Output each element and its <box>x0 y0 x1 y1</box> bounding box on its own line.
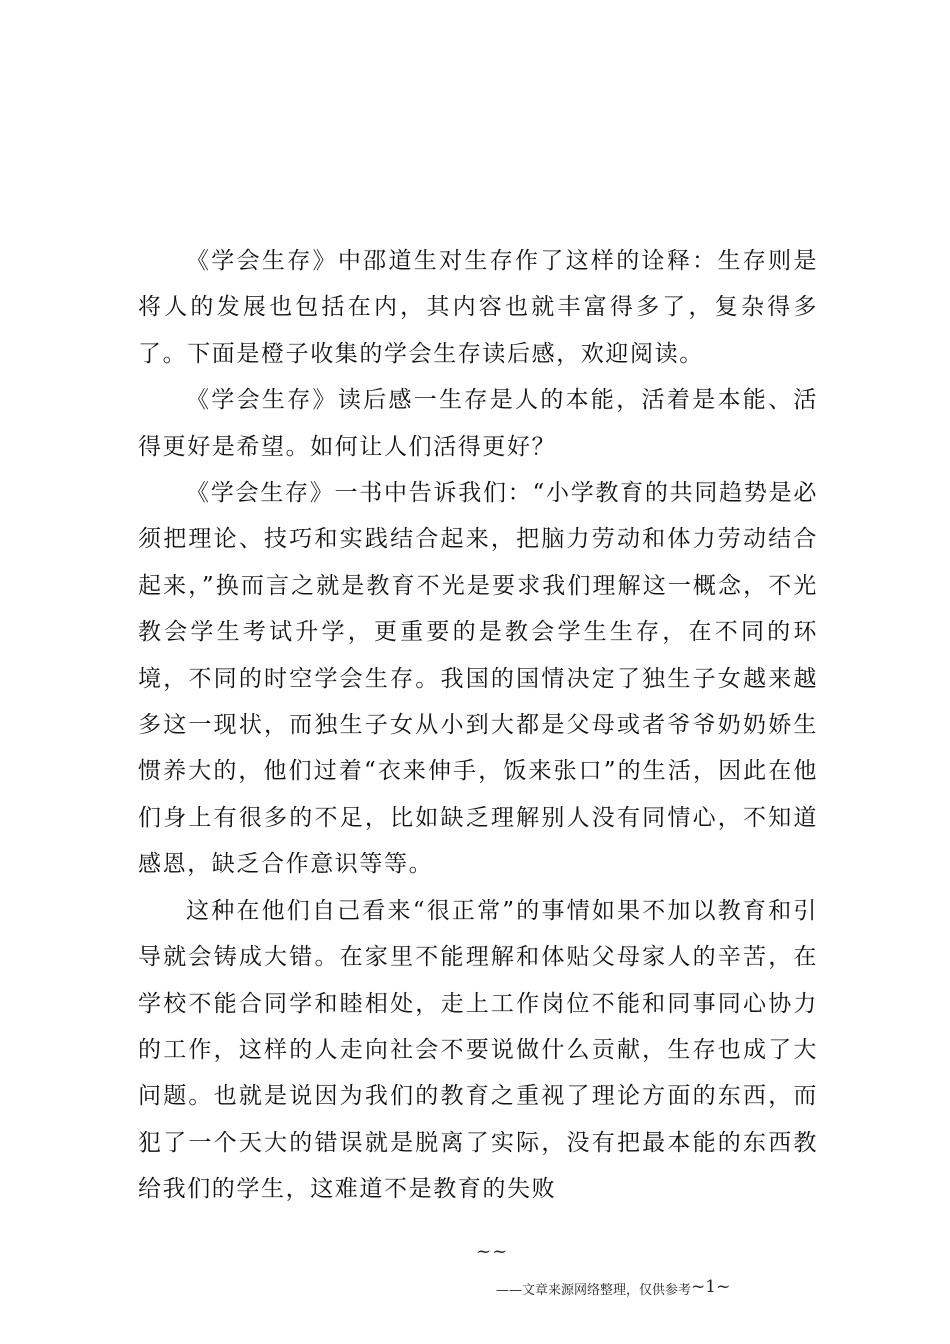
footer <box>496 1278 730 1300</box>
paragraph-review-opening: 《学会生存》读后感一生存是人的本能，活着是本能、活得更好是希望。如何让人们活得更好？ <box>138 387 818 460</box>
footer-source-note: ——文章来源网络整理，仅供参考 <box>496 1283 692 1298</box>
paragraph-book-quote: 《学会生存》一书中告诉我们：“小学教育的共同趋势是必须把理论、技巧和实践结合起来，把脑力劳动和体力劳动结合起来，”换而言之就是教育不光是要求我们理解这一概念，不光教会学生考试升学，更重要的是教会学生生存，在不同的环境，不同的时空学会生存。我国的国情决定了独生子女越来越多这一现状，而独生子女从小到大都是父母或者爷爷奶奶娇生惯养大的，他们过着“衣来伸手，饭来张口”的生活，因此在他们身上有很多的不足，比如缺乏理解别人没有同情心，不知道感恩，缺乏合作意识等等。 <box>138 480 818 878</box>
paragraph-education-problem: 这种在他们自己看来“很正常”的事情如果不加以教育和引导就会铸成大错。在家里不能理解和体贴父母家人的辛苦，在学校不能合同学和睦相处，走上工作岗位不能和同事同心协力的工作，这样的人走向社会不要说做什么贡献，生存也成了大问题。也就是说因为我们的教育之重视了理论方面的东西，而犯了一个天大的错误就是脱离了实际，没有把最本能的东西教给我们的学生，这难道不是教育的失败 <box>138 897 818 1203</box>
footer-mark: ~~ <box>476 1241 509 1262</box>
page-number: ~1~ <box>691 1277 731 1297</box>
document-body <box>138 238 818 1213</box>
paragraph-intro: 《学会生存》中邵道生对生存作了这样的诠释：生存则是将人的发展也包括在内，其内容也就丰富得多了，复杂得多了。下面是橙子收集的学会生存读后感，欢迎阅读。 <box>138 248 818 367</box>
